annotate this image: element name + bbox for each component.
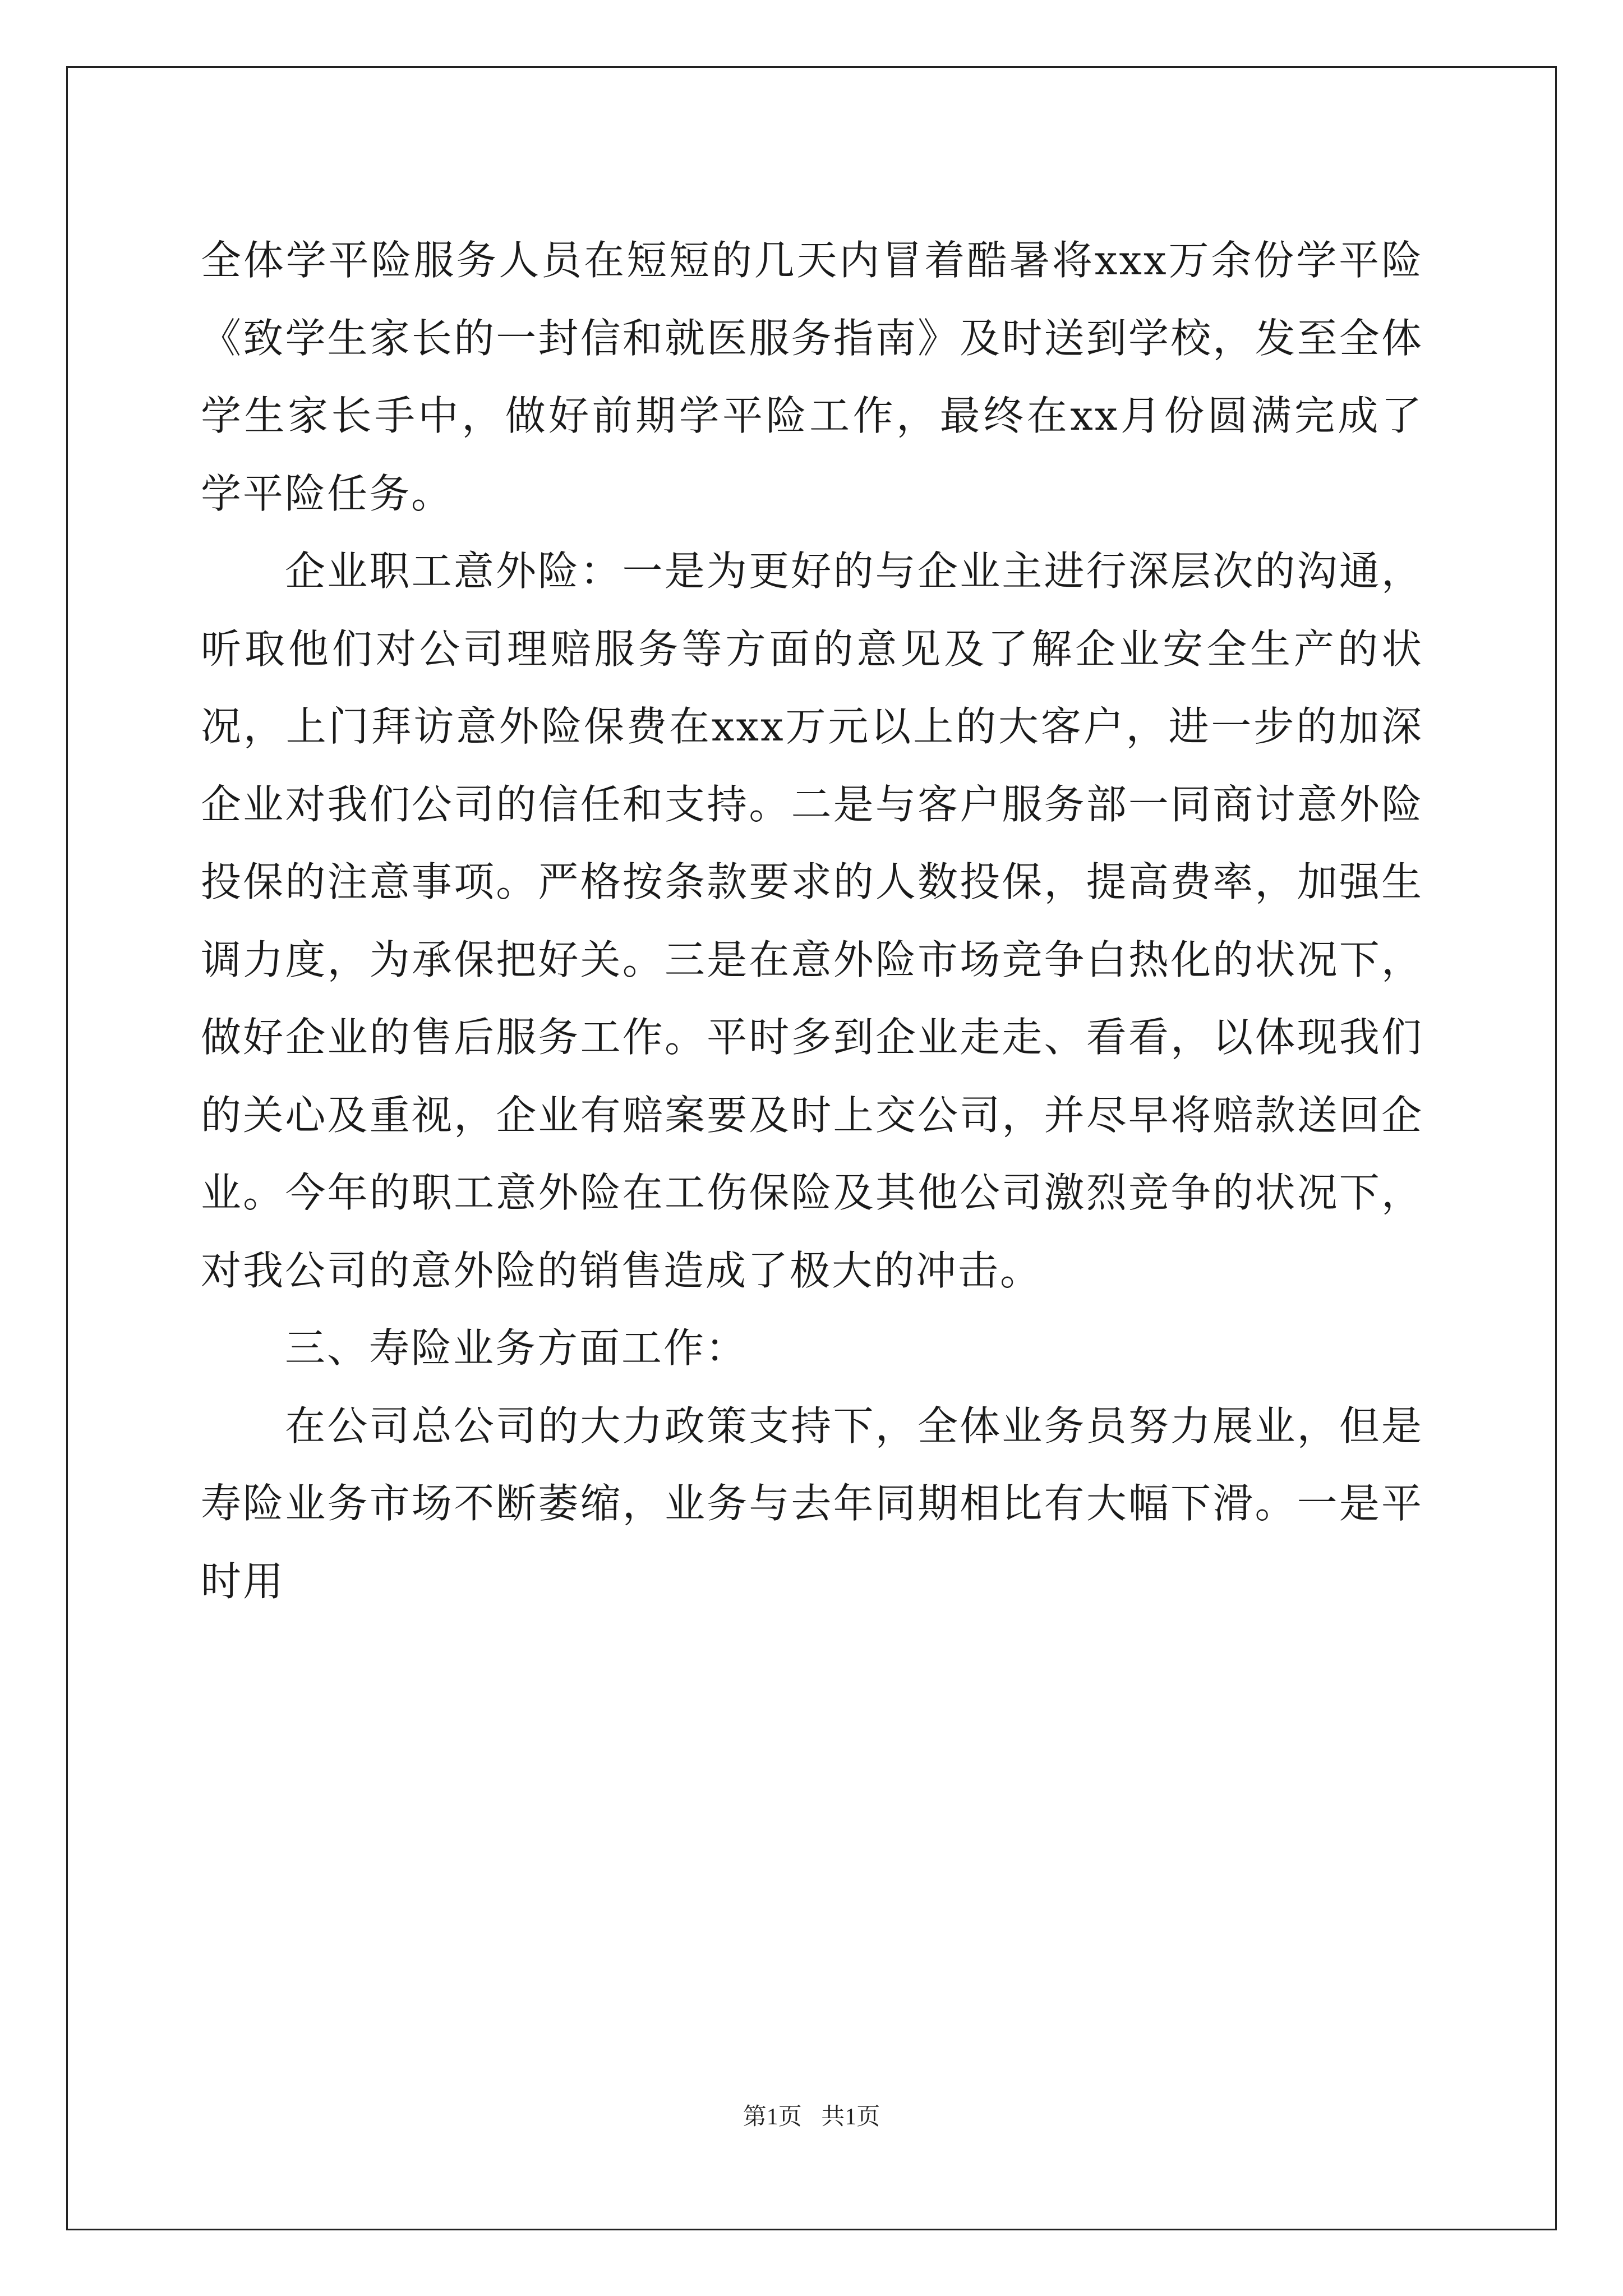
page-total: 共1页 (821, 2104, 880, 2130)
paragraph-continuation: 全体学平险服务人员在短短的几天内冒着酷暑将xxx万余份学平险《致学生家长的一封信和就医服务指南》及时送到学校，发至全体学生家长手中，做好前期学平险工作，最终在xx月份圆满完成了学平险任务。 (201, 237, 1423, 517)
page-number: 第1页 (743, 2104, 802, 2130)
page-footer (0, 2098, 1623, 2132)
paragraph-life-insurance: 在公司总公司的大力政策支持下，全体业务员努力展业，但是寿险业务市场不断萎缩，业务与去年同期相比有大幅下滑。一是平时用 (201, 1402, 1423, 1605)
document-body (201, 222, 1423, 1620)
section-heading-life-insurance: 三、寿险业务方面工作： (285, 1324, 748, 1372)
paragraph-employee-accident-insurance: 企业职工意外险：一是为更好的与企业主进行深层次的沟通，听取他们对公司理赔服务等方面的意见及了解企业安全生产的状况，上门拜访意外险保费在xxx万元以上的大客户，进一步的加深企业对我们公司的信任和支持。二是与客户服务部一同商讨意外险投保的注意事项。严格按条款要求的人数投保，提高费率，加强生调力度，为承保把好关。三是在意外险市场竞争白热化的状况下，做好企业的售后服务工作。平时多到企业走走、看看，以体现我们的关心及重视，企业有赔案要及时上交公司，并尽早将赔款送回企业。今年的职工意外险在工伤保险及其他公司激烈竞争的状况下，对我公司的意外险的销售造成了极大的冲击。 (201, 547, 1423, 1294)
